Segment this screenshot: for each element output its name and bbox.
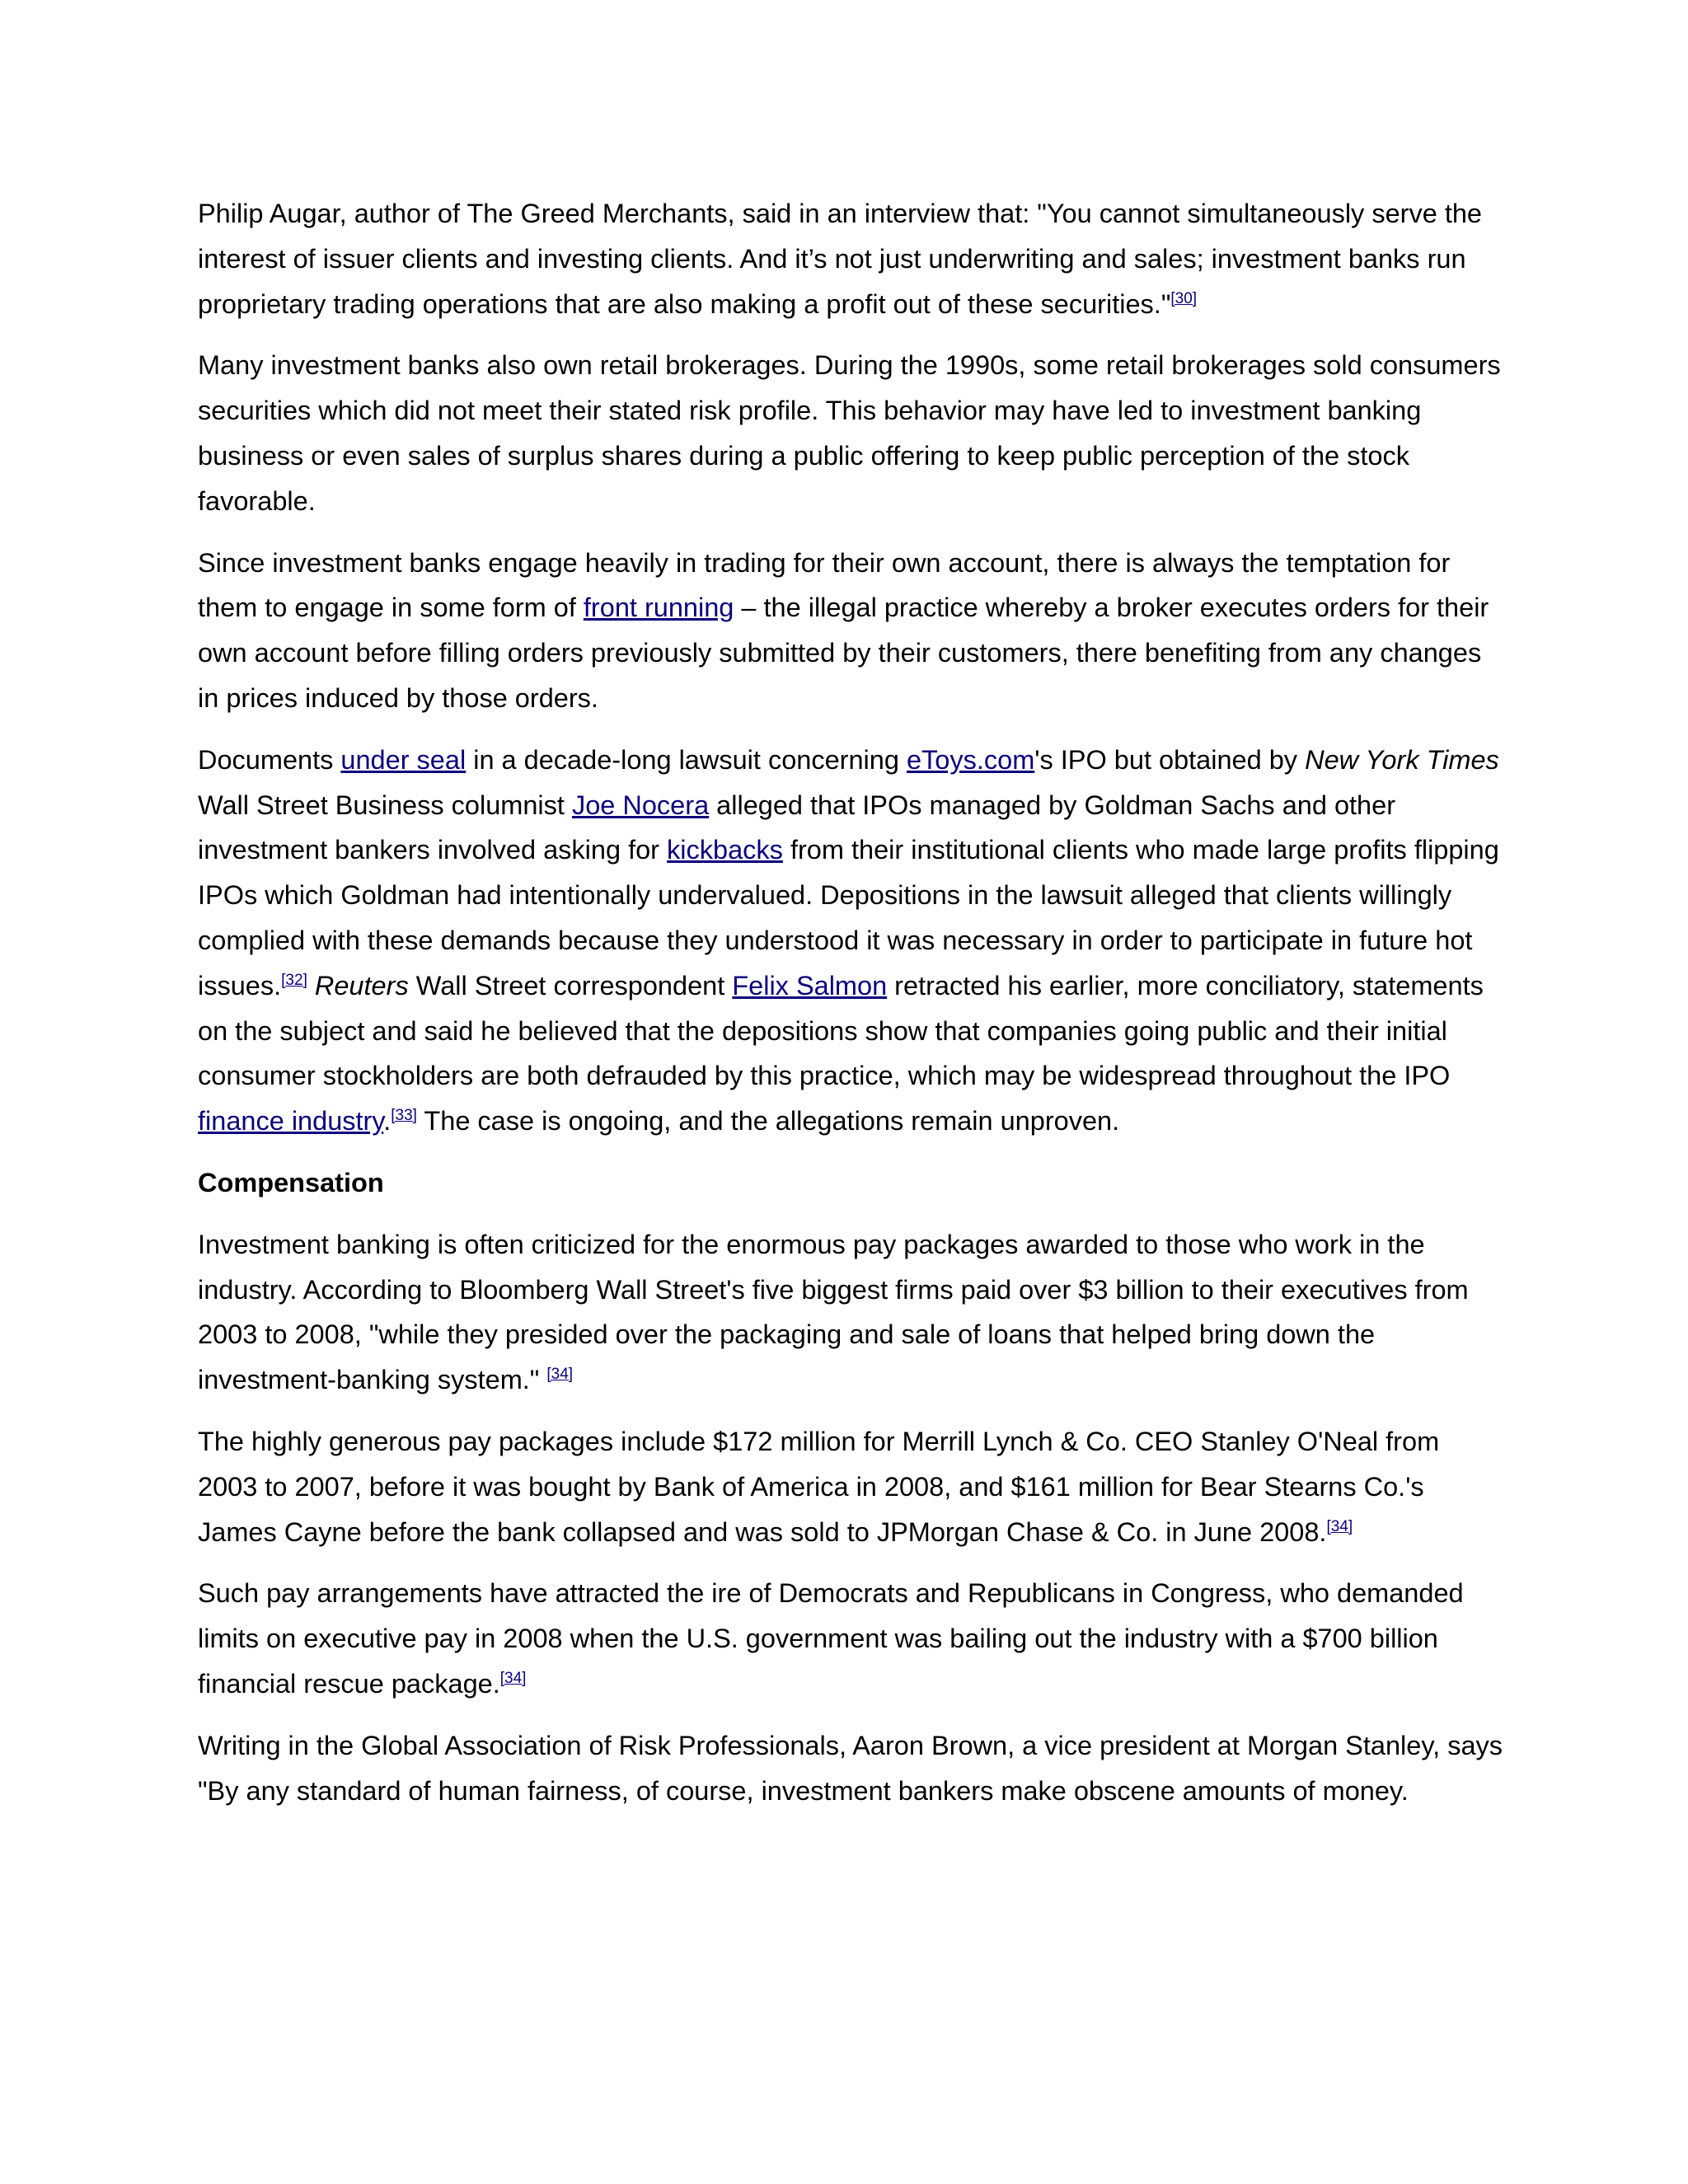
link-felix-salmon[interactable]: Felix Salmon [732,970,888,1001]
italic-nyt: New York Times [1305,744,1499,775]
paragraph-aaron-brown [198,1723,1504,1814]
paragraph-retail-brokerages [198,343,1504,523]
citation-34[interactable]: [34] [1326,1517,1353,1535]
paragraph-text: Documents [198,744,341,775]
paragraph-text: in a decade-long lawsuit concerning [466,744,907,775]
citation-32[interactable]: [32] [281,971,307,989]
italic-reuters: Reuters [314,970,409,1001]
paragraph-text: Philip Augar, author of The Greed Merchants, said in an interview that: "You cannot simultaneously serve the interest of issuer clients and investing clients. And it’s not just underwriting and sales; investment banks run proprietary trading operations that are also making a profit out of these securities." [198,199,1483,319]
link-front-running[interactable]: front running [583,593,734,623]
paragraph-text: alleged that IPOs managed by Goldman Sachs and other investment bankers involved asking for [198,790,1396,865]
paragraph-congress [198,1571,1504,1706]
paragraph-text: Investment banking is often criticized for the enormous pay packages awarded to those who work in the industry. According to Bloomberg Wall Street's five biggest firms paid over $3 billion to their executives from 2003 to 2008, "while they presided over the packaging and sale of loans that helped bring down the investment-banking system." [198,1229,1469,1395]
paragraph-text: from their institutional clients who made large profits flipping IPOs which Goldman had intentionally undervalued. Depositions in the lawsuit alleged that clients willingly complied with these demands because they understood it was necessary in order to participate in future hot issues. [198,835,1499,1001]
citation-34[interactable]: [34] [499,1670,527,1688]
citation-34[interactable]: [34] [546,1366,574,1384]
paragraph-text: . [383,1106,392,1137]
paragraph-text: The case is ongoing, and the allegations remain unproven. [416,1106,1120,1137]
paragraph-etoys-lawsuit [198,738,1504,1144]
link-joe-nocera[interactable]: Joe Nocera [571,790,710,820]
paragraph-text: Writing in the Global Association of Risk Professionals, Aaron Brown, a vice president at Morgan Stanley, says "By any standard of human fairness, of course, investment bankers make obscene amounts of money. [198,1730,1503,1806]
paragraph-text: Many investment banks also own retail brokerages. During the 1990s, some retail brokerages sold consumers securities which did not meet their stated risk profile. This behavior may have led to investment banking business or even sales of surplus shares during a public offering to keep public perception of the stock favorable. [198,350,1501,516]
paragraph-merrill-bear [198,1419,1504,1554]
paragraph-text: Since investment banks engage heavily in trading for their own account, there is always the temptation for them to engage in some form of [198,547,1451,623]
link-etoys[interactable]: eToys.com [906,744,1035,775]
citation-33[interactable]: [33] [391,1107,417,1125]
paragraph-text: retracted his earlier, more conciliatory, statements on the subject and said he believed that the depositions show that companies going public and their initial consumer stockholders are both defrauded by this practice, which may be widespread throughout the IPO [198,970,1484,1091]
citation-30[interactable]: [30] [1170,289,1198,307]
paragraph-text: The highly generous pay packages include $172 million for Merrill Lynch & Co. CEO Stanley O'Neal from 2003 to 2007, before it was bought by Bank of America in 2008, and $161 million for Bear Stearns Co.'s James Cayne before the bank collapsed and was sold to JPMorgan Chase & Co. in June 2008. [198,1426,1440,1547]
paragraph-text: Wall Street Business columnist [198,790,572,820]
paragraph-text: 's IPO but obtained by [1034,744,1306,775]
paragraph-text: Such pay arrangements have attracted the ire of Democrats and Republicans in Congress, who demanded limits on executive pay in 2008 when the U.S. government was bailing out the industry with a $700 billion financial rescue package. [198,1578,1464,1699]
link-finance-industry[interactable]: finance industry [198,1106,384,1137]
paragraph-text [307,971,315,1001]
section-heading-compensation: Compensation [198,1167,384,1197]
paragraph-augar-quote [198,191,1504,326]
paragraph-front-running [198,541,1504,721]
paragraph-text: – the illegal practice whereby a broker executes orders for their own account before filling orders previously submitted by their customers, there benefiting from any changes in prices induced by those orders. [198,593,1489,713]
paragraph-text: Wall Street correspondent [408,970,733,1001]
link-kickbacks[interactable]: kickbacks [667,835,783,865]
link-under-seal[interactable]: under seal [340,744,467,775]
paragraph-pay-packages [198,1222,1504,1403]
document-body [198,191,1504,1830]
